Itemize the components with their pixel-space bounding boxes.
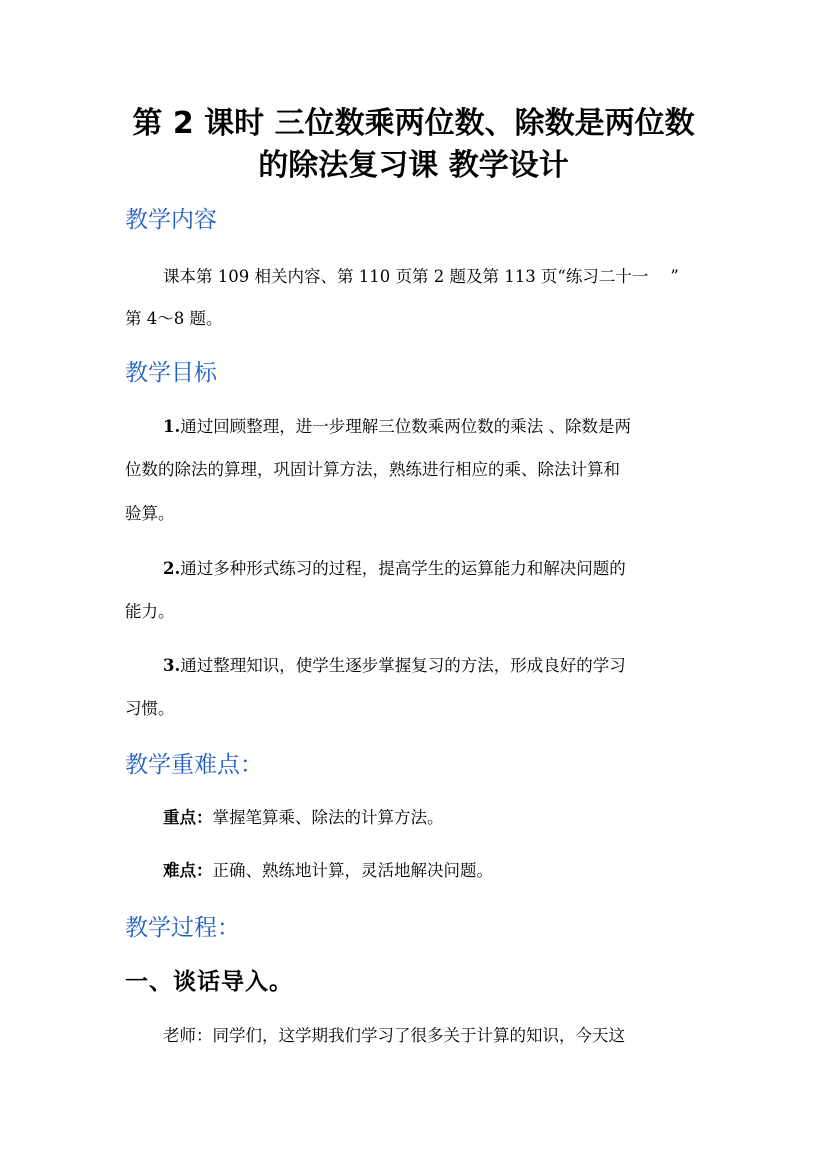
- objective-3-text: 通过整理知识，使学生逐步掌握复习的方法，形成良好的学习: [180, 656, 626, 675]
- content-paragraph-line-2: 第 4～8 题。: [125, 309, 223, 328]
- focus-line: [163, 807, 444, 829]
- difficulty-line: [163, 860, 493, 882]
- content-paragraph-line-1: [163, 266, 679, 288]
- section-heading-content: 教学内容: [125, 207, 217, 233]
- objective-2-number: 2.: [163, 559, 181, 578]
- document-title-line-2: 的除法复习课 教学设计: [258, 148, 569, 183]
- content-text: 课本第 109 相关内容、第 110 页第 2 题及第 113 页“练习二十一: [163, 267, 649, 286]
- objective-2-text: 通过多种形式练习的过程，提高学生的运算能力和解决问题的: [180, 559, 626, 578]
- section-heading-key-points: 教学重难点：: [125, 752, 263, 778]
- process-step-1-line-1: 老师：同学们，这学期我们学习了很多关于计算的知识，今天这: [163, 1026, 625, 1045]
- objective-2-line-1: [163, 558, 626, 580]
- objective-3-line-1: [163, 655, 626, 677]
- objective-2-line-2: 能力。: [125, 602, 175, 621]
- focus-label: 重点：: [163, 808, 213, 827]
- objective-1-line-2: 位数的除法的算理，巩固计算方法，熟练进行相应的乘、除法计算和: [125, 460, 620, 479]
- objective-1-number: 1.: [163, 417, 181, 436]
- focus-text: 掌握笔算乘、除法的计算方法。: [212, 808, 444, 827]
- section-heading-process: 教学过程：: [125, 915, 240, 941]
- objective-1-text: 通过回顾整理，进一步理解三位数乘两位数的乘法 、除数是两: [180, 417, 631, 436]
- document-title-line-1: 第 2 课时 三位数乘两位数、除数是两位数: [132, 106, 695, 141]
- section-heading-objectives: 教学目标: [125, 360, 217, 386]
- closing-quote: ”: [670, 267, 679, 286]
- difficulty-text: 正确、熟练地计算，灵活地解决问题。: [212, 861, 493, 880]
- process-step-1-heading: 一、谈话导入。: [125, 969, 293, 995]
- objective-3-number: 3.: [163, 656, 181, 675]
- difficulty-label: 难点：: [163, 861, 213, 880]
- objective-1-line-3: 验算。: [125, 504, 175, 523]
- objective-3-line-2: 习惯。: [125, 699, 175, 718]
- objective-1-line-1: [163, 416, 631, 438]
